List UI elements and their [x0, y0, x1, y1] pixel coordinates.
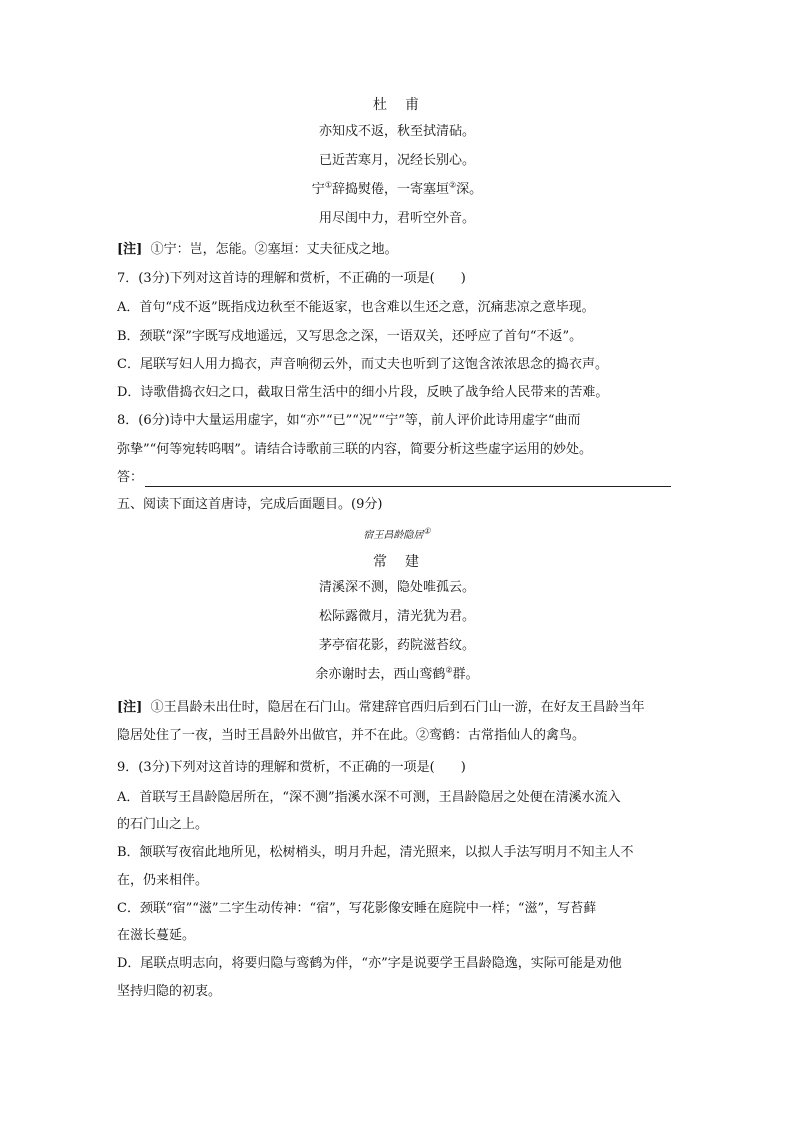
q8-answer-row — [117, 469, 677, 487]
q8-line-1: 8．(6分)诗中大量运用虚字，如“亦”“已”“况”“宁”等，前人评价此诗用虚字“曲而 — [117, 413, 581, 428]
note-tag: [注] — [117, 700, 143, 715]
poem2-note-line-2: 隐居处住了一夜，当时王昌龄外出做官，并不在此。②鸾鹤：古常指仙人的禽鸟。 — [117, 728, 586, 743]
poem1-line-1-text: 亦知戍不返，秋至拭清砧。 — [318, 124, 475, 139]
q8-line-2: 弥挚”“何等宛转呜咽”。请结合诗歌前三联的内容，简要分析这些虚字运用的妙处。 — [117, 442, 592, 457]
q9-option-d-line-2: 坚持归隐的初衷。 — [117, 984, 222, 999]
q9-option-c-line-1: C．颈联“宿”“滋”二字生动传神：“宿”，写花影像安睡在庭院中一样；“滋”，写苔藓 — [117, 901, 597, 916]
poem2-line-2-text: 松际露微月，清光犹为君。 — [318, 609, 475, 624]
note-tag: [注] — [117, 242, 143, 257]
answer-label: 答： — [117, 470, 144, 485]
footnote-mark: ② — [445, 665, 453, 675]
poem1-line-1 — [0, 123, 794, 141]
q9-option-a-line-2: 的石门山之上。 — [117, 817, 209, 832]
q9-option-b-line-2: 在，仍来相伴。 — [117, 873, 209, 888]
q9-option-a-line-1: A．首联写王昌龄隐居所在，“深不测”指溪水深不可测，王昌龄隐居之处便在清溪水流入 — [117, 790, 621, 805]
poem1-note-text: ①宁：岂，怎能。②塞垣：丈夫征戍之地。 — [150, 242, 398, 257]
footnote-mark: ① — [423, 526, 431, 536]
poem2-title — [0, 527, 794, 545]
poem2-title-text: 宿王昌龄隐居 — [363, 530, 424, 541]
q9-option-b-line-1: B．颔联写夜宿此地所见，松树梢头，明月升起，清光照来，以拟人手法写明月不知主人不 — [117, 845, 634, 860]
poem2-line-3-text: 茅亭宿花影，药院滋苔纹。 — [318, 638, 475, 653]
footnote-mark: ② — [449, 180, 457, 190]
q9-option-c-line-2: 在滋长蔓延。 — [117, 928, 196, 943]
poem2-line-2 — [0, 608, 794, 626]
poem1-line-3-end: 深。 — [456, 182, 483, 197]
q9-stem: 9．(3分)下列对这首诗的理解和赏析，不正确的一项是( ) — [117, 760, 466, 775]
poem1-line-3 — [0, 181, 794, 199]
q7-option-c: C．尾联写妇人用力捣衣，声音响彻云外，而丈夫也听到了这饱含浓浓思念的捣衣声。 — [117, 357, 608, 372]
footnote-mark: ① — [324, 180, 332, 190]
poem2-note-text-1: ①王昌龄未出仕时，隐居在石门山。常建辞官西归后到石门山一游，在好友王昌龄当年 — [150, 700, 645, 715]
poem2-line-3 — [0, 637, 794, 655]
poem1-note — [117, 241, 677, 259]
poem1-line-4-text: 用尽闺中力，君听空外音。 — [318, 211, 475, 226]
section5-heading: 五、阅读下面这首唐诗，完成后面题目。(9分) — [117, 497, 383, 512]
q7-stem: 7．(3分)下列对这首诗的理解和赏析，不正确的一项是( ) — [117, 271, 466, 286]
poem1-line-2-text: 已近苦寒月，况经长别心。 — [318, 153, 475, 168]
q9-option-d-line-1: D．尾联点明志向，将要归隐与鸾鹤为伴，“亦”字是说要学王昌龄隐逸，实际可能是劝他 — [117, 956, 622, 971]
q7-option-d: D．诗歌借捣衣妇之口，截取日常生活中的细小片段，反映了战争给人民带来的苦难。 — [117, 385, 609, 400]
poem1-author: 杜 甫 — [373, 97, 421, 113]
poem2-author: 常 建 — [373, 554, 421, 570]
poem1-line-3-mid: 辞捣熨倦，一寄塞垣 — [331, 182, 449, 197]
q7-option-a: A．首句“戍不返”既指戍边秋至不能返家，也含难以生还之意，沉痛悲凉之意毕现。 — [117, 300, 595, 315]
q7-option-b: B．颈联“深”字既写戍地遥远，又写思念之深，一语双关，还呼应了首句“不返”。 — [117, 329, 583, 344]
poem2-line-1-text: 清溪深不测，隐处唯孤云。 — [318, 580, 475, 595]
poem2-line-4-start: 余亦谢时去，西山鸾鹤 — [315, 667, 446, 682]
poem1-line-4 — [0, 210, 794, 228]
answer-blank-line[interactable] — [145, 472, 671, 487]
poem2-line-4 — [0, 666, 794, 684]
poem1-line-3-start: 宁 — [311, 182, 325, 197]
poem2-line-1 — [0, 579, 794, 597]
poem1-line-2 — [0, 152, 794, 170]
poem2-line-4-end: 群。 — [452, 667, 479, 682]
poem2-note-line-1 — [117, 699, 677, 717]
